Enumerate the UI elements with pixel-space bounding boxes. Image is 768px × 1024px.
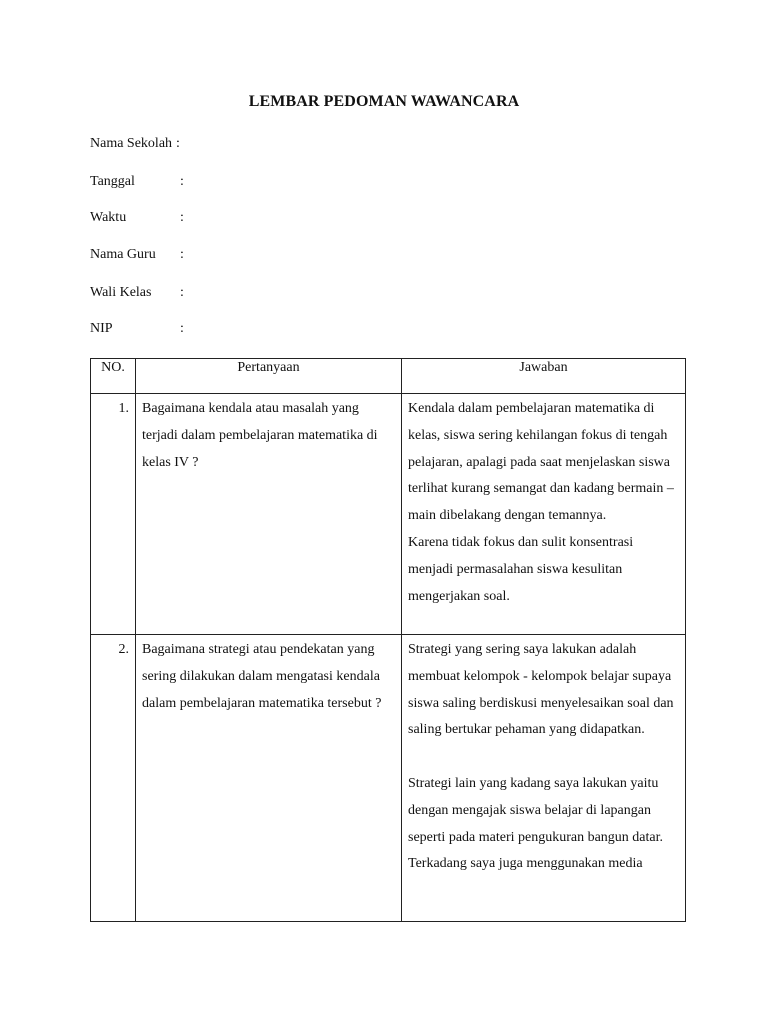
field-label: Waktu (90, 210, 127, 225)
header-question: Pertanyaan (136, 359, 402, 394)
answer-cell (402, 635, 686, 922)
row-number: 1. (91, 394, 136, 635)
table-row (91, 635, 686, 922)
answer-cell (402, 394, 686, 635)
field-label: Wali Kelas (90, 285, 152, 300)
field-colon: : (180, 174, 184, 189)
question-cell: Bagaimana kendala atau masalah yang terjadi dalam pembelajaran matematika di kelas IV ? (136, 394, 402, 635)
field-waktu (90, 208, 184, 228)
header-no: NO. (91, 359, 136, 394)
field-wali-kelas (90, 283, 184, 303)
table-header-row (91, 359, 686, 394)
field-colon: : (176, 136, 180, 151)
field-label: Nama Guru (90, 247, 156, 262)
field-colon: : (180, 247, 184, 262)
field-colon: : (180, 321, 184, 336)
answer-paragraph: Terkadang saya juga menggunakan media (408, 856, 643, 872)
answer-paragraph: Strategi yang sering saya lakukan adalah membuat kelompok - kelompok belajar supaya siswa saling berdiskusi menyelesaikan soal dan saling bertukar pehaman yang didapatkan. (408, 642, 674, 738)
row-number: 2. (91, 635, 136, 922)
field-colon: : (180, 285, 184, 300)
question-cell: Bagaimana strategi atau pendekatan yang sering dilakukan dalam mengatasi kendala dalam pembelajaran matematika tersebut ? (136, 635, 402, 922)
field-colon: : (180, 210, 184, 225)
header-answer: Jawaban (402, 359, 686, 394)
field-label: Nama Sekolah (90, 136, 173, 151)
answer-paragraph: Kendala dalam pembelajaran matematika di kelas, siswa sering kehilangan fokus di tengah pelajaran, apalagi pada saat menjelaskan siswa terlihat kurang semangat dan kadang bermain – main dibelakang dengan temannya. (408, 401, 674, 524)
field-nip (90, 319, 184, 339)
answer-paragraph: Karena tidak fokus dan sulit konsentrasi menjadi permasalahan siswa kesulitan mengerjakan soal. (408, 534, 634, 604)
table-row (91, 394, 686, 635)
field-nama-guru (90, 245, 184, 265)
answer-paragraph: Strategi lain yang kadang saya lakukan yaitu dengan mengajak siswa belajar di lapangan seperti pada materi pengukuran bangun datar. (408, 775, 664, 845)
field-label: Tanggal (90, 174, 135, 189)
paragraph-spacer (408, 744, 679, 771)
document-title: LEMBAR PEDOMAN WAWANCARA (248, 93, 520, 110)
interview-table (90, 358, 686, 922)
field-label: NIP (90, 321, 113, 336)
field-nama-sekolah (90, 134, 180, 154)
field-tanggal (90, 172, 184, 192)
